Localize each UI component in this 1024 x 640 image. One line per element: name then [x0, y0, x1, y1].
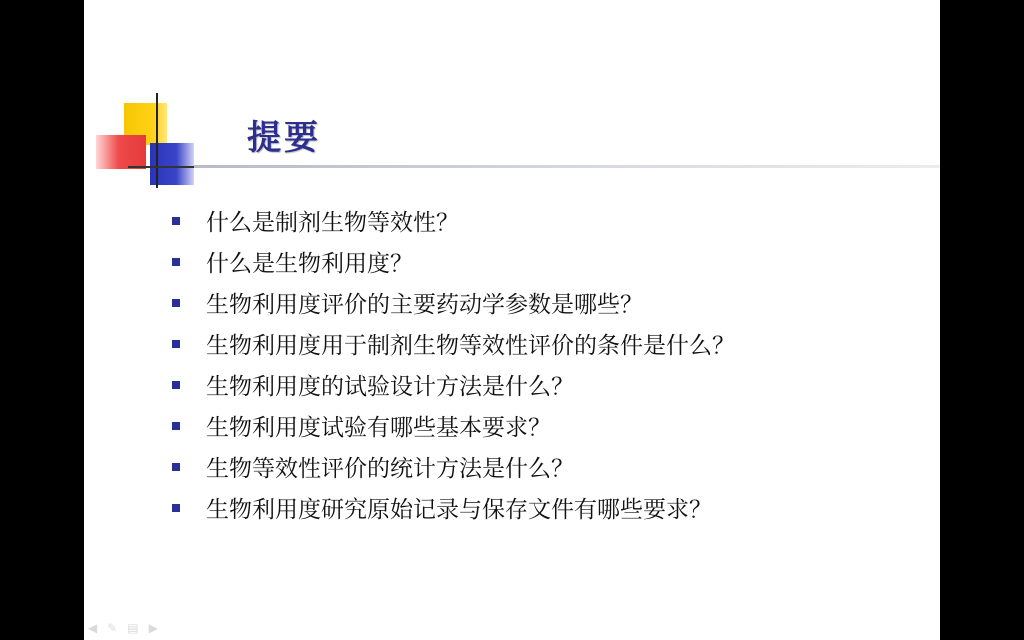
bullet-square-icon	[172, 217, 180, 225]
red-square	[96, 135, 146, 169]
bullet-item	[172, 364, 735, 405]
logo-vertical-line	[156, 93, 158, 188]
title-divider	[194, 165, 940, 168]
bullet-square-icon	[172, 422, 180, 430]
bullet-text: 生物利用度评价的主要药动学参数是哪些？	[206, 292, 643, 318]
bullet-item	[172, 282, 735, 323]
bullet-text: 什么是制剂生物等效性？	[206, 210, 459, 236]
bullet-square-icon	[172, 258, 180, 266]
bullet-text: 生物利用度用于制剂生物等效性评价的条件是什么？	[206, 333, 735, 359]
bullet-square-icon	[172, 381, 180, 389]
bullet-item	[172, 323, 735, 364]
menu-icon[interactable]: ▤	[127, 621, 139, 635]
bullet-item	[172, 241, 735, 282]
bullet-text: 生物利用度试验有哪些基本要求？	[206, 415, 551, 441]
bullet-square-icon	[172, 299, 180, 307]
bullet-item	[172, 446, 735, 487]
bullet-item	[172, 405, 735, 446]
slide	[84, 0, 940, 640]
bullet-text: 生物等效性评价的统计方法是什么？	[206, 456, 574, 482]
bullet-square-icon	[172, 340, 180, 348]
bullet-square-icon	[172, 504, 180, 512]
pen-icon[interactable]: ✎	[107, 621, 118, 635]
bullet-text: 什么是生物利用度？	[206, 251, 413, 277]
bullet-text: 生物利用度的试验设计方法是什么？	[206, 374, 574, 400]
bullet-square-icon	[172, 463, 180, 471]
bullet-item	[172, 200, 735, 241]
previous-slide-icon[interactable]: ◀	[88, 621, 98, 635]
slideshow-nav-controls	[88, 622, 158, 634]
bullet-item	[172, 487, 735, 528]
decorative-squares-logo	[84, 0, 224, 200]
bullet-text: 生物利用度研究原始记录与保存文件有哪些要求？	[206, 497, 712, 523]
slide-title: 提要	[247, 118, 321, 158]
bullet-list	[172, 200, 735, 528]
next-slide-icon[interactable]: ▶	[148, 621, 158, 635]
